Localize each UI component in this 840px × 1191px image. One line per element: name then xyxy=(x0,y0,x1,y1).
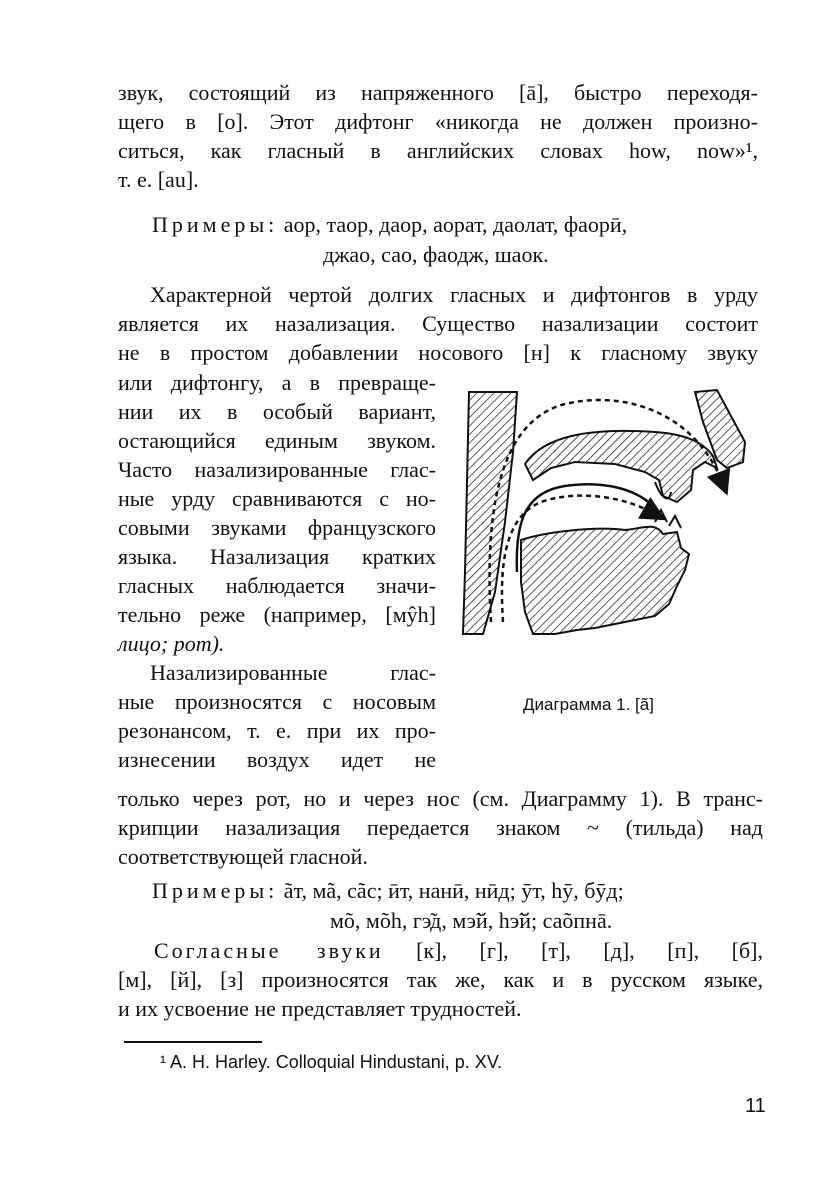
text-line: нии их в особый вариант, xyxy=(118,399,436,424)
examples-label: Примеры: xyxy=(152,878,279,903)
examples-label: Примеры: xyxy=(152,212,279,237)
footnote-text: ¹ A. H. Harley. Colloquial Hindustani, p. XV. xyxy=(160,1052,503,1072)
text-line: Характерной чертой долгих гласных и дифтонгов в урду xyxy=(150,282,758,307)
text-line: Назализированные глас- xyxy=(150,660,436,685)
teeth-marks xyxy=(655,510,681,528)
vocal-tract-diagram xyxy=(455,372,755,647)
palate-shape xyxy=(525,431,717,502)
text-line: гласных наблюдается значи- xyxy=(118,573,436,598)
paragraph-consonants xyxy=(118,936,763,1023)
examples-block-1-cont xyxy=(323,240,549,270)
text-line: является их назализация. Существо назализации состоит xyxy=(118,311,758,336)
text-line: соответствующей гласной. xyxy=(118,844,368,869)
text-line: Часто назализированные глас- xyxy=(118,457,436,482)
text-line: ные урду сравниваются с но- xyxy=(118,486,436,511)
text-line: тельно реже (например, [мŷh] xyxy=(118,602,436,627)
text-line: изнесении воздух идет не xyxy=(118,747,436,772)
examples-line: мõ, мõh, гэ̃д, мэ̃й, hэ̃й; саõпнā. xyxy=(330,908,613,933)
text-line xyxy=(118,936,763,965)
paragraph-tilde xyxy=(118,784,763,871)
consonants-lead: Согласные звуки xyxy=(154,938,384,963)
text-line: только через рот, но и через нос (см. Диаграмму 1). В транс- xyxy=(118,786,763,811)
paragraph-nasalization xyxy=(118,280,758,367)
text-line: щего в [о]. Этот дифтонг «никогда не должен произно- xyxy=(118,109,758,134)
text-line: ситься, как гласный в английских словах how, now»¹, xyxy=(118,138,758,163)
examples-line: джао, сао, фаодж, шаок. xyxy=(323,242,549,267)
paragraph-diphthong-au xyxy=(118,78,758,194)
text-line: звук, состоящий из напряженного [ā], быстро переходя- xyxy=(118,80,758,105)
text-line: не в простом добавлении носового [н] к гласному звуку xyxy=(118,340,758,365)
text-line: и их усвоение не представляет трудностей. xyxy=(118,996,522,1021)
consonants-list: [к], [г], [т], [д], [п], [б], xyxy=(416,938,763,963)
text-line: [м], [й], [з] произносятся так же, как и в русском языке, xyxy=(118,967,763,992)
text-line: т. е. [au]. xyxy=(118,167,199,192)
figure-caption: Диаграмма 1. [ã] xyxy=(523,695,654,714)
text-line: совыми звуками французского xyxy=(118,515,436,540)
column-text xyxy=(118,368,436,774)
text-line: остающийся единым звуком. xyxy=(118,428,436,453)
text-line: резонансом, т. е. при их про- xyxy=(118,718,436,743)
text-line: крипции назализация передается знаком ~ (тильда) над xyxy=(118,815,763,840)
text-line: языка. Назализация кратких xyxy=(118,544,436,569)
examples-block-1 xyxy=(152,210,627,240)
examples-line: аор, таор, даор, аорат, даолат, фаорӣ, xyxy=(283,212,628,237)
footnote-rule xyxy=(124,1041,262,1043)
examples-block-2-cont xyxy=(330,906,612,936)
pharynx-wall xyxy=(463,392,517,634)
text-line: или дифтонгу, а в превраще- xyxy=(118,370,436,395)
examples-line: ãт, мã, сãс; ӣт, нанӣ, нӣд; ӯт, hӯ, бӯд; xyxy=(283,878,624,903)
tongue-shape xyxy=(521,527,689,634)
text-line: лицо; рот). xyxy=(118,631,225,656)
examples-block-2 xyxy=(152,876,624,906)
page-number: 11 xyxy=(745,1095,766,1117)
text-line: ные произносятся с носовым xyxy=(118,689,436,714)
